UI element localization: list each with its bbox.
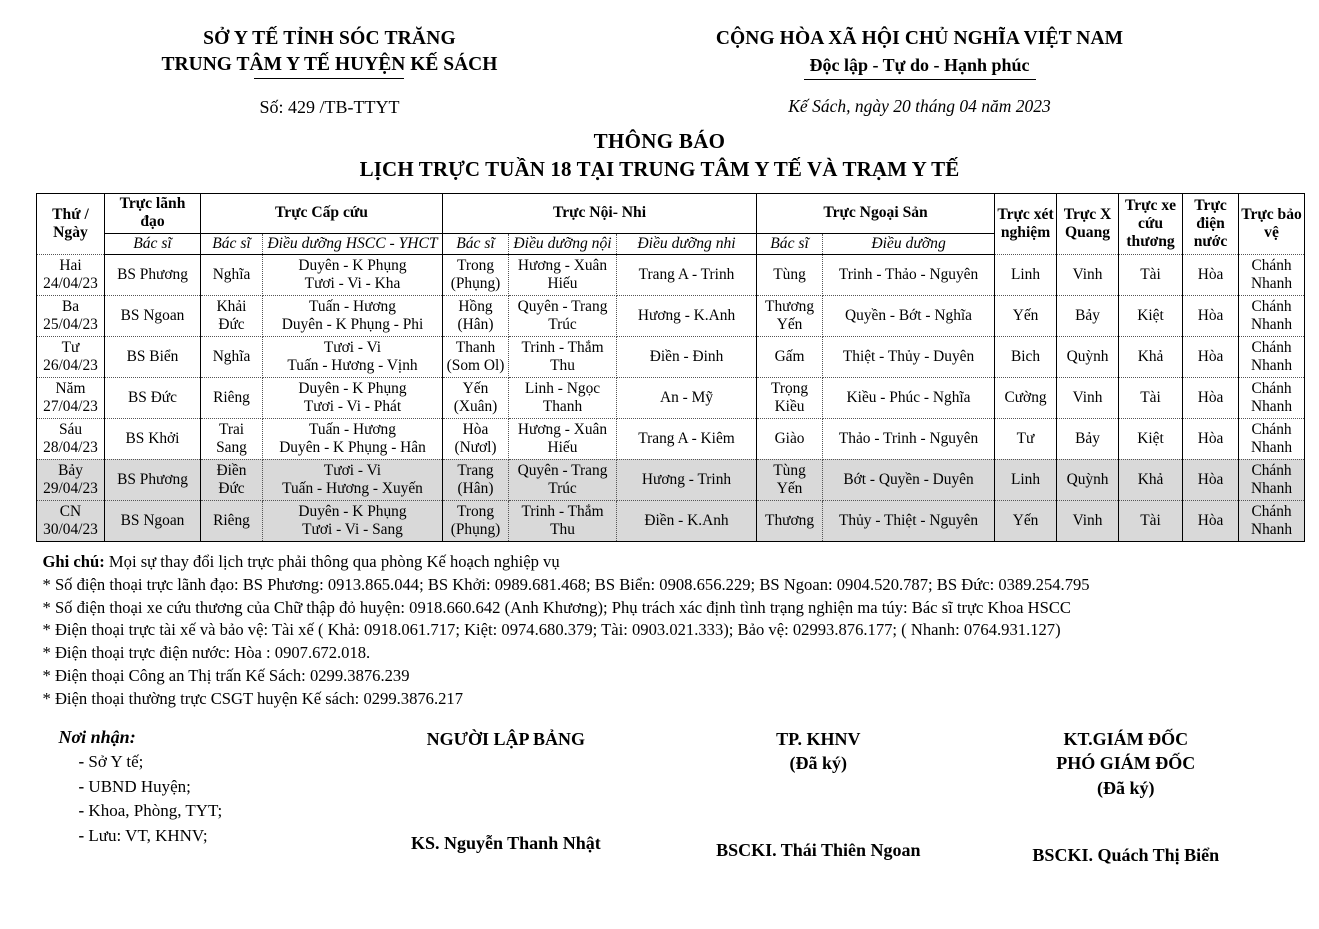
line-1: Trang (457, 461, 494, 479)
page-subtitle: LỊCH TRỰC TUẦN 18 TẠI TRUNG TÂM Y TẾ VÀ TRẠM Y TẾ (359, 156, 960, 181)
cell-er-doctor: Nghĩa (201, 254, 263, 295)
line-1: Chánh (1251, 420, 1292, 438)
cell-leader-doctor: BS Đức (105, 377, 201, 418)
cell-er-nurse (263, 418, 443, 459)
day-name: Tư (61, 338, 80, 356)
cell-xray-tech: Quỳnh (1057, 459, 1119, 500)
cell-np-nurse-pediatric: Trang A - Kiêm (617, 418, 757, 459)
department-head-block (670, 727, 968, 866)
line-2: Yến (776, 315, 803, 333)
line-1: Trong (456, 256, 495, 274)
cell-np-nurse-pediatric: Hương - K.Anh (617, 295, 757, 336)
director-signed: (Đã ký) (1097, 777, 1155, 798)
line-1: Trai (218, 420, 245, 438)
day-name: Hai (59, 256, 82, 274)
cell-utilities-tech: Hòa (1183, 295, 1239, 336)
cell-guard (1239, 459, 1305, 500)
cell-day (37, 418, 105, 459)
recipient-label: Sở Y tế; (84, 752, 144, 772)
cell-lab-tech: Yến (995, 295, 1057, 336)
preparer-title: NGƯỜI LẬP BẢNG (426, 729, 586, 750)
cell-lab-tech: Tư (995, 418, 1057, 459)
schedule-table-wrapper (36, 193, 1302, 542)
cell-so-nurse: Thảo - Trinh - Nguyên (823, 418, 995, 459)
cell-xray-tech: Bảy (1057, 295, 1119, 336)
cell-driver: Kiệt (1119, 295, 1183, 336)
cell-er-doctor (201, 418, 263, 459)
cell-er-nurse (263, 254, 443, 295)
line-1: Trọng (770, 379, 809, 397)
cell-so-doctor: Giào (757, 418, 823, 459)
cell-guard (1239, 295, 1305, 336)
motto-underline (804, 79, 1036, 80)
line-2: Nhanh (1251, 397, 1293, 415)
cell-so-nurse: Thủy - Thiệt - Nguyên (823, 500, 995, 541)
cell-utilities-tech: Hòa (1183, 377, 1239, 418)
day-date: 26/04/23 (43, 356, 98, 374)
cell-er-nurse (263, 377, 443, 418)
table-row (37, 336, 1305, 377)
cell-np-doctor (443, 459, 509, 500)
cell-np-doctor (443, 377, 509, 418)
cell-xray-tech: Quỳnh (1057, 336, 1119, 377)
cell-utilities-tech: Hòa (1183, 418, 1239, 459)
page-title: THÔNG BÁO (593, 128, 726, 153)
cell-so-doctor (757, 295, 823, 336)
table-row (37, 500, 1305, 541)
line-1: Hương - Xuân (517, 256, 608, 274)
department-head-name: BSCKI. Thái Thiên Ngoan (716, 839, 921, 860)
cell-guard (1239, 336, 1305, 377)
cell-lab-tech: Cường (995, 377, 1057, 418)
line-2: Hiếu (547, 274, 578, 292)
cell-er-doctor (201, 459, 263, 500)
line-1: Chánh (1251, 256, 1292, 274)
cell-leader-doctor: BS Ngoan (105, 295, 201, 336)
line-1: Tươi - Vi (323, 461, 382, 479)
note-line: * Điện thoại trực điện nước: Hòa : 0907.672.018. (42, 643, 371, 663)
cell-so-nurse: Quyền - Bớt - Nghĩa (823, 295, 995, 336)
preparer-name: KS. Nguyễn Thanh Nhật (410, 833, 601, 854)
director-title-line1: KT.GIÁM ĐỐC (1063, 729, 1189, 750)
line-1: Chánh (1251, 379, 1292, 397)
line-2: Tươi - Vi - Kha (304, 274, 401, 292)
line-2: Nhanh (1251, 520, 1293, 538)
line-2: Trúc (548, 315, 577, 333)
line-2: (Phụng) (450, 520, 501, 538)
cell-np-doctor (443, 500, 509, 541)
col-header-internal-pediatric: Trực Nội- Nhi (443, 194, 757, 233)
cell-er-nurse (263, 336, 443, 377)
subcol-so-nurse: Điều dưỡng (823, 233, 995, 254)
line-2: Thu (550, 520, 575, 538)
subcol-so-doctor: Bác sĩ (757, 233, 823, 254)
note-lead-line (43, 551, 1285, 574)
department-head-title: TP. KHNV (776, 729, 861, 750)
cell-xray-tech: Vinh (1057, 377, 1119, 418)
header-left-block (40, 26, 560, 120)
document-header (40, 0, 1280, 120)
group-header-row (37, 194, 1305, 233)
director-title-line2: PHÓ GIÁM ĐỐC (1056, 753, 1196, 774)
cell-leader-doctor: BS Phương (105, 459, 201, 500)
cell-guard (1239, 377, 1305, 418)
cell-so-doctor (757, 459, 823, 500)
line-1: Yến (462, 379, 489, 397)
cell-np-doctor (443, 295, 509, 336)
subcol-np-doctor: Bác sĩ (443, 233, 509, 254)
cell-np-nurse-internal (509, 418, 617, 459)
day-date: 29/04/23 (43, 479, 98, 497)
cell-day (37, 295, 105, 336)
subcol-er-doctor: Bác sĩ (201, 233, 263, 254)
day-date: 25/04/23 (43, 315, 98, 333)
day-name: Bảy (58, 461, 83, 479)
line-2: Kiều (774, 397, 805, 415)
col-header-security: Trực bảo vệ (1239, 194, 1305, 255)
line-1: Điền (216, 461, 247, 479)
line-1: Duyên - K Phụng (298, 502, 407, 520)
day-name: Năm (55, 379, 86, 397)
cell-np-nurse-pediatric: Trang A - Trinh (617, 254, 757, 295)
line-1: Trong (456, 502, 495, 520)
line-2: Duyên - K Phụng - Phi (281, 315, 424, 333)
line-2: Thu (550, 356, 575, 374)
recipient-bullet: - (78, 776, 85, 796)
recipients-list (59, 750, 343, 849)
cell-xray-tech: Bảy (1057, 418, 1119, 459)
cell-day (37, 377, 105, 418)
cell-leader-doctor: BS Phương (105, 254, 201, 295)
line-2: Nhanh (1251, 438, 1293, 456)
cell-np-doctor (443, 418, 509, 459)
line-1: Tuấn - Hương (309, 420, 396, 438)
line-2: (Hân) (457, 315, 494, 333)
cell-so-nurse: Kiều - Phúc - Nghĩa (823, 377, 995, 418)
recipient-item (59, 824, 343, 849)
subcol-np-nurse-internal: Điều dưỡng nội (509, 233, 617, 254)
department-name: SỞ Y TẾ TỈNH SÓC TRĂNG (203, 28, 456, 49)
cell-er-nurse (263, 500, 443, 541)
recipient-bullet: - (78, 801, 85, 821)
line-2: (Xuân) (453, 397, 498, 415)
note-line: * Điện thoại Công an Thị trấn Kế Sách: 0299.3876.239 (42, 666, 410, 686)
cell-leader-doctor: BS Biển (105, 336, 201, 377)
cell-day (37, 459, 105, 500)
recipient-label: UBND Huyện; (84, 776, 191, 796)
col-header-surgery-obstetric: Trực Ngoại Sản (757, 194, 995, 233)
cell-utilities-tech: Hòa (1183, 459, 1239, 500)
national-motto (809, 53, 1029, 77)
header-underline (254, 78, 404, 79)
col-header-xray: Trực X Quang (1057, 194, 1119, 255)
header-right-block (560, 26, 1280, 120)
col-header-leadership: Trực lãnh đạo (105, 194, 201, 233)
cell-driver: Khả (1119, 459, 1183, 500)
day-name: Sáu (58, 420, 83, 438)
line-2: Yến (776, 479, 803, 497)
recipient-bullet: - (78, 825, 85, 845)
line-2: Đức (218, 479, 245, 497)
recipient-item (59, 750, 343, 775)
cell-guard (1239, 254, 1305, 295)
line-1: Chánh (1251, 338, 1292, 356)
subcol-er-nurse: Điều dưỡng HSCC - YHCT (263, 233, 443, 254)
cell-leader-doctor: BS Khởi (105, 418, 201, 459)
subcol-np-nurse-pediatric: Điều dưỡng nhi (617, 233, 757, 254)
line-2: (Hân) (457, 479, 494, 497)
recipient-bullet: - (78, 752, 85, 772)
cell-er-doctor (201, 295, 263, 336)
col-header-ambulance: Trực xe cứu thương (1119, 194, 1183, 255)
day-name: CN (59, 502, 82, 520)
line-1: Hồng (458, 297, 493, 315)
line-2: (Nươl) (454, 438, 497, 456)
duty-schedule-table (36, 193, 1305, 542)
cell-lab-tech: Linh (995, 459, 1057, 500)
cell-xray-tech: Vinh (1057, 254, 1119, 295)
line-1: Linh - Ngọc (524, 379, 601, 397)
cell-day (37, 336, 105, 377)
cell-so-nurse: Thiệt - Thủy - Duyên (823, 336, 995, 377)
recipients-block (45, 727, 343, 866)
cell-driver: Kiệt (1119, 418, 1183, 459)
col-header-lab: Trực xét nghiệm (995, 194, 1057, 255)
cell-driver: Tài (1119, 254, 1183, 295)
place-and-date: Kế Sách, ngày 20 tháng 04 năm 2023 (788, 96, 1051, 117)
national-motto-text: Độc lập - Tự do - Hạnh phúc (809, 55, 1030, 76)
line-1: Thanh (455, 338, 496, 356)
cell-er-doctor: Nghĩa (201, 336, 263, 377)
line-2: Tuấn - Hương - Vịnh (287, 356, 418, 374)
cell-np-nurse-pediatric: Điền - K.Anh (617, 500, 757, 541)
recipient-label: Lưu: VT, KHNV; (84, 825, 208, 845)
cell-np-nurse-internal (509, 500, 617, 541)
line-2: Sang (216, 438, 247, 456)
center-name-text: TRUNG TÂM Y TẾ HUYỆN KẾ SÁCH (161, 53, 498, 75)
note-line: * Điện thoại trực tài xế và bảo vệ: Tài xế ( Khả: 0918.061.717; Kiệt: 0974.680.379; Tài: 0903.021.333); Bảo vệ: 02993.876.177; ( Nhanh: 0764.931.127) (42, 620, 1061, 640)
notes-section (35, 551, 1285, 711)
cell-so-doctor: Gấm (757, 336, 823, 377)
notes-label: Ghi chú: (42, 551, 105, 571)
cell-np-nurse-internal (509, 377, 617, 418)
line-1: Hương - Xuân (517, 420, 608, 438)
cell-np-nurse-internal (509, 254, 617, 295)
line-2: Nhanh (1251, 356, 1293, 374)
line-2: Thanh (542, 397, 583, 415)
cell-so-nurse: Trinh - Thảo - Nguyên (823, 254, 995, 295)
line-1: Hòa (462, 420, 489, 438)
cell-er-nurse (263, 459, 443, 500)
signature-section (35, 727, 1285, 866)
document-number: Số: 429 /TB-TTYT (259, 97, 400, 118)
line-2: Duyên - K Phụng - Hân (279, 438, 426, 456)
line-1: Khải (216, 297, 247, 315)
cell-lab-tech: Bich (995, 336, 1057, 377)
cell-er-doctor: Riêng (201, 377, 263, 418)
national-name: CỘNG HÒA XÃ HỘI CHỦ NGHĨA VIỆT NAM (715, 28, 1124, 49)
cell-driver: Tài (1119, 500, 1183, 541)
cell-utilities-tech: Hòa (1183, 336, 1239, 377)
recipient-item (59, 775, 343, 800)
cell-utilities-tech: Hòa (1183, 254, 1239, 295)
table-row (37, 377, 1305, 418)
line-1: Trinh - Thắm (521, 502, 604, 520)
cell-so-doctor (757, 377, 823, 418)
cell-xray-tech: Vinh (1057, 500, 1119, 541)
line-2: Đức (218, 315, 245, 333)
director-block (967, 727, 1284, 866)
line-1: Chánh (1251, 297, 1292, 315)
line-1: Trinh - Thắm (521, 338, 604, 356)
table-body (37, 254, 1305, 541)
note-line: * Số điện thoại trực lãnh đạo: BS Phương: 0913.865.044; BS Khởi: 0989.681.468; BS Biển: 0908.656.229; BS Ngoan: 0904.520.787; BS Đức: 0389.254.795 (42, 574, 1090, 594)
line-2: Tuấn - Hương - Xuyến (282, 479, 423, 497)
col-header-utilities: Trực điện nước (1183, 194, 1239, 255)
cell-day (37, 500, 105, 541)
cell-np-nurse-internal (509, 459, 617, 500)
cell-er-doctor: Riêng (201, 500, 263, 541)
line-2: Tươi - Vi - Phát (303, 397, 402, 415)
recipients-title: Nơi nhận: (58, 727, 136, 748)
recipient-label: Khoa, Phòng, TYT; (84, 801, 223, 821)
line-2: Trúc (548, 479, 577, 497)
line-1: Duyên - K Phụng (298, 379, 407, 397)
table-row (37, 295, 1305, 336)
cell-np-nurse-pediatric: An - Mỹ (617, 377, 757, 418)
cell-lab-tech: Yến (995, 500, 1057, 541)
line-1: Chánh (1251, 502, 1292, 520)
cell-driver: Khả (1119, 336, 1183, 377)
cell-np-doctor (443, 336, 509, 377)
day-date: 30/04/23 (43, 520, 98, 538)
cell-np-nurse-internal (509, 295, 617, 336)
line-1: Tươi - Vi (323, 338, 382, 356)
cell-np-doctor (443, 254, 509, 295)
notes-list (43, 574, 1285, 711)
day-date: 27/04/23 (43, 397, 98, 415)
col-header-day: Thứ / Ngày (37, 194, 105, 255)
cell-so-nurse: Bớt - Quyền - Duyên (823, 459, 995, 500)
line-2: Tươi - Vi - Sang (302, 520, 403, 538)
cell-np-nurse-internal (509, 336, 617, 377)
line-1: Tùng (773, 461, 806, 479)
department-head-signed: (Đã ký) (789, 753, 848, 774)
title-block (0, 128, 1319, 183)
table-head (37, 194, 1305, 255)
cell-er-nurse (263, 295, 443, 336)
subcol-leader-doctor: Bác sĩ (105, 233, 201, 254)
cell-leader-doctor: BS Ngoan (105, 500, 201, 541)
day-date: 24/04/23 (43, 274, 98, 292)
cell-lab-tech: Linh (995, 254, 1057, 295)
recipient-item (59, 799, 343, 824)
line-2: Nhanh (1251, 274, 1293, 292)
cell-np-nurse-pediatric: Hương - Trinh (617, 459, 757, 500)
line-1: Tuấn - Hương (309, 297, 396, 315)
line-1: Duyên - K Phụng (298, 256, 407, 274)
table-row (37, 459, 1305, 500)
cell-utilities-tech: Hòa (1183, 500, 1239, 541)
col-header-emergency: Trực Cấp cứu (201, 194, 443, 233)
note-line: * Số điện thoại xe cứu thương của Chữ thập đỏ huyện: 0918.660.642 (Anh Khương); Phụ trách xác định tình trạng nghiện ma túy: Bác sĩ trực Khoa HSCC (42, 597, 1071, 617)
cell-guard (1239, 418, 1305, 459)
line-2: Nhanh (1251, 315, 1293, 333)
cell-so-doctor: Tùng (757, 254, 823, 295)
line-2: Hiếu (547, 438, 578, 456)
line-2: (Phụng) (450, 274, 501, 292)
notes-lead-text: Mọi sự thay đổi lịch trực phải thông qua phòng Kế hoạch nghiệp vụ (104, 551, 560, 571)
cell-guard (1239, 500, 1305, 541)
day-name: Ba (61, 297, 80, 315)
preparer-block (342, 727, 669, 866)
cell-driver: Tài (1119, 377, 1183, 418)
note-line: * Điện thoại thường trực CSGT huyện Kế sách: 0299.3876.217 (42, 689, 464, 709)
line-2: (Som Ol) (446, 356, 505, 374)
table-row (37, 254, 1305, 295)
director-name: BSCKI. Quách Thị Biển (1032, 844, 1220, 865)
center-name (162, 52, 498, 78)
line-1: Quyên - Trang (517, 297, 608, 315)
line-1: Thương (765, 297, 815, 315)
day-date: 28/04/23 (43, 438, 98, 456)
line-2: Nhanh (1251, 479, 1293, 497)
cell-day (37, 254, 105, 295)
table-row (37, 418, 1305, 459)
cell-np-nurse-pediatric: Điền - Đinh (617, 336, 757, 377)
line-1: Chánh (1251, 461, 1292, 479)
line-1: Quyên - Trang (517, 461, 608, 479)
cell-so-doctor: Thương (757, 500, 823, 541)
